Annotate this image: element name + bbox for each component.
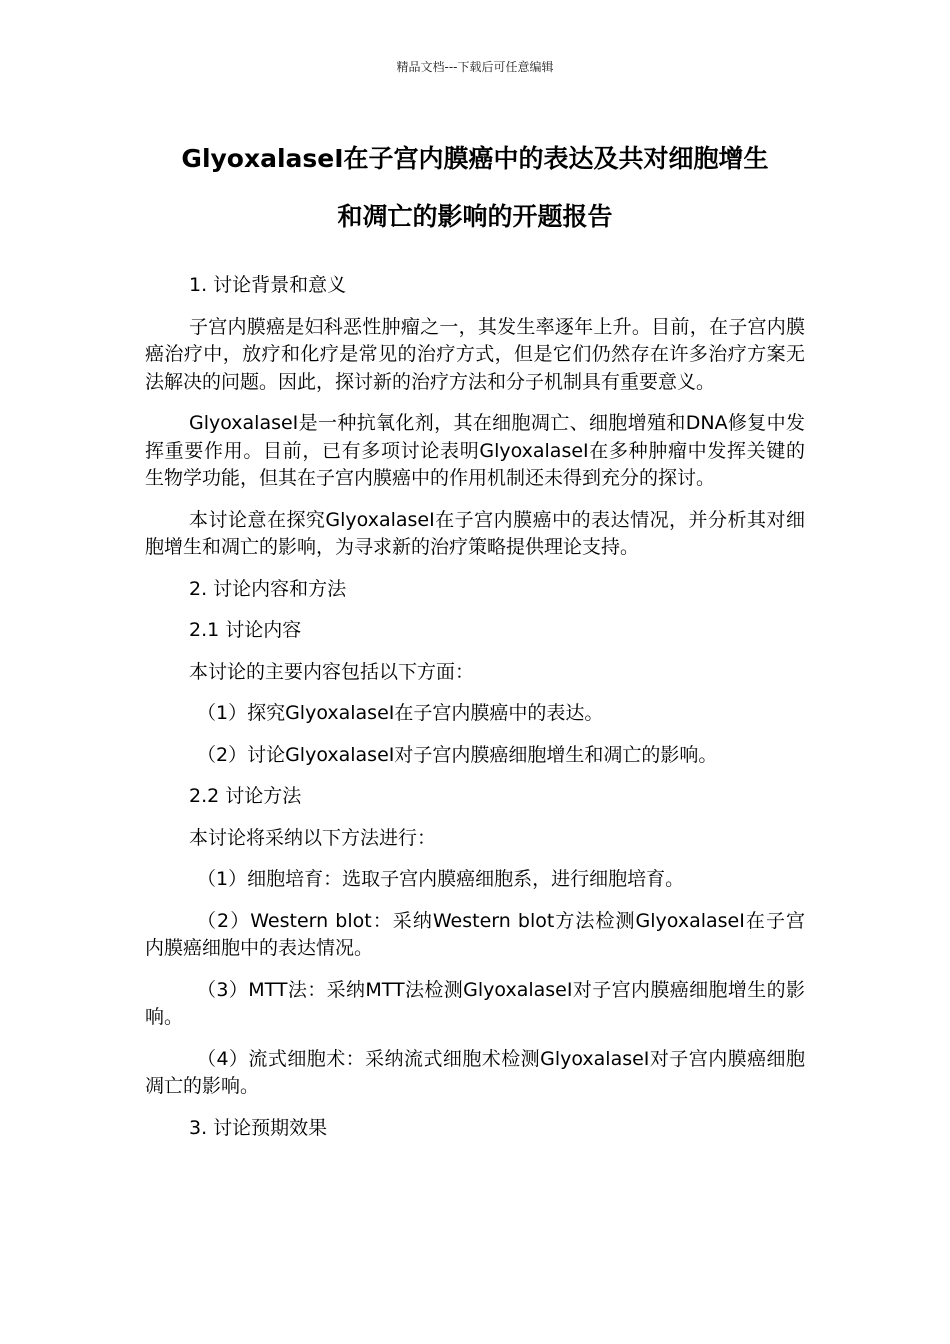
section-heading-3: 3. 讨论预期效果 [189,1116,328,1139]
list-item: （2）讨论GlyoxalaseI对子宫内膜癌细胞增生和凋亡的影响。 [197,743,718,766]
subsection-heading-2-2: 2.2 讨论方法 [189,785,302,807]
document-title [145,130,805,246]
paragraph-aim: 本讨论意在探究GlyoxalaseI在子宫内膜癌中的表达情况，并分析其对细胞增生和凋亡的影响，为寻求新的治疗策略提供理论支持。 [145,508,805,558]
list-item: （3）MTT法：采纳MTT法检测GlyoxalaseI对子宫内膜癌细胞增生的影响。 [145,978,805,1028]
paragraph-glyoxalase: GlyoxalaseI是一种抗氧化剂，其在细胞凋亡、细胞增殖和DNA修复中发挥重要作用。目前，已有多项讨论表明GlyoxalaseI在多种肿瘤中发挥关键的生物学功能，但其在子宫内膜癌中的作用机制还未得到充分的探讨。 [145,412,805,489]
page-header: 精品文档---下载后可任意编辑 [396,60,554,74]
document-body [145,272,805,1156]
list-item: （2）Western blot：采纳Western blot方法检测GlyoxalaseI在子宫内膜癌细胞中的表达情况。 [145,909,805,959]
title-line-1: GlyoxalaseI在子宫内膜癌中的表达及共对细胞增生 [181,144,769,173]
section-heading-2: 2. 讨论内容和方法 [189,577,347,600]
list-item: （1）细胞培育：选取子宫内膜癌细胞系，进行细胞培育。 [197,868,685,890]
list-item: （1）探究GlyoxalaseI在子宫内膜癌中的表达。 [197,702,604,724]
subsection-heading-2-1: 2.1 讨论内容 [189,619,302,641]
title-line-2: 和凋亡的影响的开题报告 [337,202,613,231]
list-item: （4）流式细胞术：采纳流式细胞术检测GlyoxalaseI对子宫内膜癌细胞凋亡的影响。 [145,1047,805,1097]
paragraph-content-intro: 本讨论的主要内容包括以下方面： [189,660,475,683]
paragraph-background: 子宫内膜癌是妇科恶性肿瘤之一，其发生率逐年上升。目前，在子宫内膜癌治疗中，放疗和化疗是常见的治疗方式，但是它们仍然存在许多治疗方案无法解决的问题。因此，探讨新的治疗方法和分子机制具有重要意义。 [145,315,805,393]
section-heading-1: 1. 讨论背景和意义 [189,274,347,296]
paragraph-methods-intro: 本讨论将采纳以下方法进行： [189,826,437,849]
